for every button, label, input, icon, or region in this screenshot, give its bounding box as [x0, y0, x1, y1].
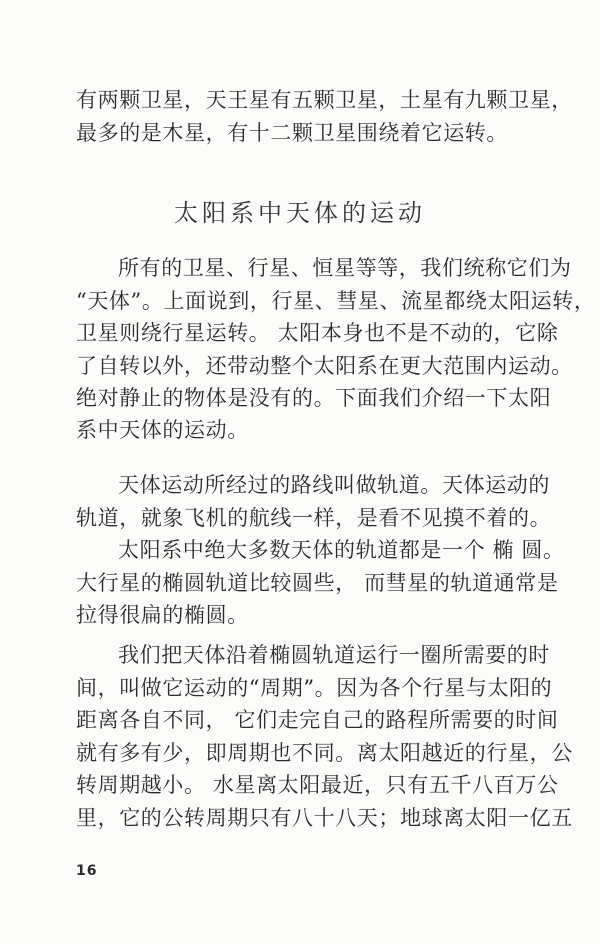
text-line: 有两颗卫星，天王星有五颗卫星，土星有九颗卫星，	[76, 88, 573, 112]
paragraph-line: 里，它的公转周期只有八十八天；地球离太阳一亿五	[76, 806, 573, 830]
paragraph-line: 距离各自不同， 它们走完自己的路程所需要的时间	[76, 708, 559, 732]
paragraph-line: 了自转以外，还带动整个太阳系在更大范围内运动。	[76, 354, 573, 378]
paragraph-line: 转周期越小。 水星离太阳最近，只有五千八百万公	[76, 773, 559, 797]
paragraph-line: “天体”。上面说到，行星、彗星、流星都绕太阳运转，	[76, 289, 596, 313]
paragraph-line: 所有的卫星、行星、恒星等等，我们统称它们为	[118, 256, 572, 280]
paragraph-line: 间，叫做它运动的“周期”。因为各个行星与太阳的	[76, 676, 553, 700]
paragraph-line: 太阳系中绝大多数天体的轨道都是一个 椭 圆。	[118, 538, 565, 562]
paragraph-line: 轨道，就象飞机的航线一样，是看不见摸不着的。	[76, 506, 552, 530]
paragraph-line: 绝对静止的物体是没有的。下面我们介绍一下太阳	[76, 386, 552, 410]
paragraph-line: 卫星则绕行星运转。 太阳本身也不是不动的，它除	[76, 321, 559, 345]
text-line: 最多的是木星，有十二颗卫星围绕着它运转。	[76, 121, 508, 145]
page-number: 16	[76, 863, 98, 879]
paragraph-line: 拉得很扁的椭圆。	[76, 603, 249, 627]
paragraph-line: 天体运动所经过的路线叫做轨道。天体运动的	[118, 473, 550, 497]
paragraph-line: 就有多有少，即周期也不同。离太阳越近的行星，公	[76, 741, 573, 765]
paragraph-line: 我们把天体沿着椭圆轨道运行一圈所需要的时	[118, 643, 550, 667]
paragraph-line: 大行星的椭圆轨道比较圆些， 而彗星的轨道通常是	[76, 571, 559, 595]
paragraph-line: 系中天体的运动。	[76, 418, 249, 442]
section-title: 太阳系中天体的运动	[174, 199, 426, 227]
